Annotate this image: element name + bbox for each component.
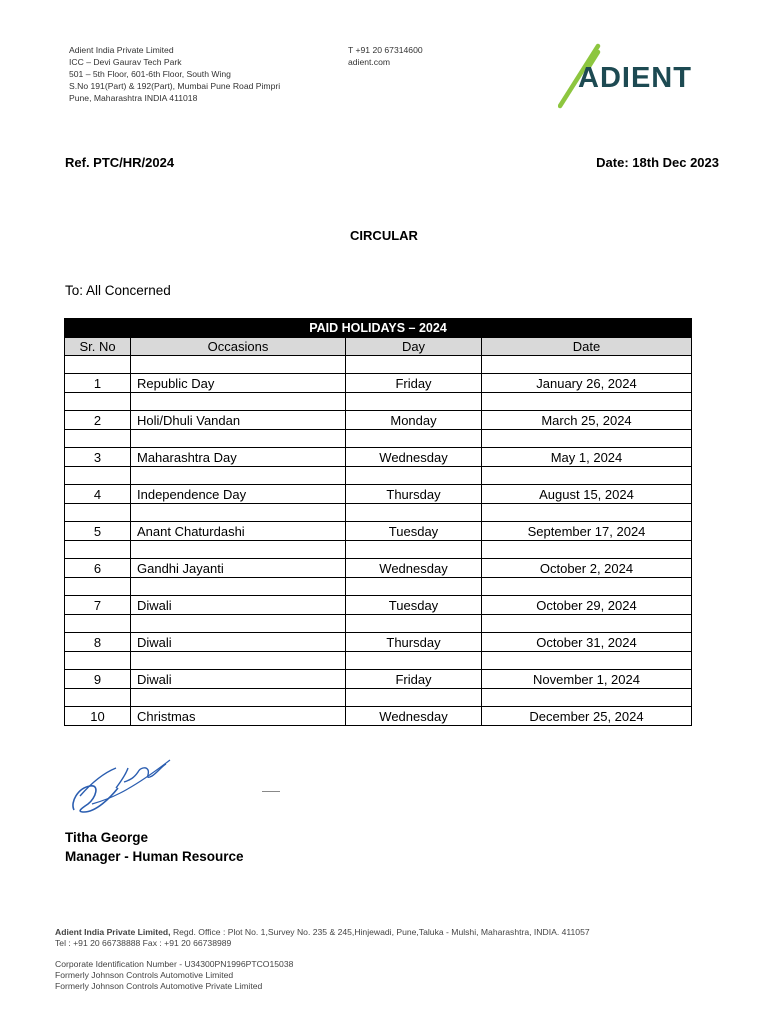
- adient-logo-icon: [558, 42, 723, 110]
- spacer-row: [65, 467, 692, 485]
- spacer-row: [65, 652, 692, 670]
- sr-no-cell: 7: [65, 596, 131, 615]
- spacer-row: [65, 393, 692, 411]
- date-cell: May 1, 2024: [482, 448, 692, 467]
- column-header-sr-no: Sr. No: [65, 338, 131, 356]
- company-contact: [348, 44, 423, 68]
- address-line: ICC – Devi Gaurav Tech Park: [69, 57, 182, 67]
- footer-address-line: [55, 927, 590, 938]
- address-line: 501 – 5th Floor, 601-6th Floor, South Wing: [69, 69, 231, 79]
- day-cell: Wednesday: [346, 559, 482, 578]
- day-cell: Wednesday: [346, 707, 482, 726]
- sr-no-cell: 6: [65, 559, 131, 578]
- table-row: [65, 374, 692, 393]
- date-cell: January 26, 2024: [482, 374, 692, 393]
- occasion-cell: Independence Day: [131, 485, 346, 504]
- footer-cin: Corporate Identification Number - U34300PN1996PTCO15038: [55, 959, 294, 969]
- spacer-row: [65, 578, 692, 596]
- signatory-title: Manager - Human Resource: [65, 849, 244, 864]
- sr-no-cell: 4: [65, 485, 131, 504]
- footer-formerly-2: Formerly Johnson Controls Automotive Private Limited: [55, 981, 263, 991]
- table-title-row: [65, 319, 692, 338]
- spacer-row: [65, 430, 692, 448]
- occasion-cell: Diwali: [131, 670, 346, 689]
- sr-no-cell: 3: [65, 448, 131, 467]
- occasion-cell: Holi/Dhuli Vandan: [131, 411, 346, 430]
- sr-no-cell: 2: [65, 411, 131, 430]
- table-row: [65, 707, 692, 726]
- address-line: Adient India Private Limited: [69, 45, 174, 55]
- day-cell: Thursday: [346, 485, 482, 504]
- table-row: [65, 596, 692, 615]
- footer-registered-office: [55, 927, 590, 949]
- occasion-cell: Anant Chaturdashi: [131, 522, 346, 541]
- date-cell: March 25, 2024: [482, 411, 692, 430]
- spacer-row: [65, 541, 692, 559]
- table-row: [65, 522, 692, 541]
- footer-company-name: Adient India Private Limited,: [55, 927, 171, 937]
- date-cell: September 17, 2024: [482, 522, 692, 541]
- adient-logo: [558, 42, 723, 110]
- circular-heading: CIRCULAR: [350, 228, 418, 243]
- signature-icon: [66, 758, 176, 820]
- occasion-cell: Christmas: [131, 707, 346, 726]
- column-header-date: Date: [482, 338, 692, 356]
- day-cell: Friday: [346, 374, 482, 393]
- occasion-cell: Maharashtra Day: [131, 448, 346, 467]
- date-cell: October 29, 2024: [482, 596, 692, 615]
- table-row: [65, 485, 692, 504]
- signatory-name: Titha George: [65, 830, 149, 845]
- company-address: [69, 44, 280, 104]
- reference-number: Ref. PTC/HR/2024: [65, 155, 175, 170]
- table-title: PAID HOLIDAYS – 2024: [65, 319, 692, 338]
- letter-date: Date: 18th Dec 2023: [596, 155, 719, 170]
- date-cell: October 31, 2024: [482, 633, 692, 652]
- date-cell: August 15, 2024: [482, 485, 692, 504]
- occasion-cell: Diwali: [131, 596, 346, 615]
- date-cell: November 1, 2024: [482, 670, 692, 689]
- footer-formerly-1: Formerly Johnson Controls Automotive Limited: [55, 970, 234, 980]
- column-header-day: Day: [346, 338, 482, 356]
- website-link[interactable]: adient.com: [348, 57, 391, 67]
- sr-no-cell: 10: [65, 707, 131, 726]
- table-row: [65, 633, 692, 652]
- table-header-row: [65, 338, 692, 356]
- handwritten-signature: [66, 758, 176, 820]
- sr-no-cell: 9: [65, 670, 131, 689]
- date-cell: October 2, 2024: [482, 559, 692, 578]
- date-cell: December 25, 2024: [482, 707, 692, 726]
- addressee: To: All Concerned: [65, 283, 171, 298]
- occasion-cell: Republic Day: [131, 374, 346, 393]
- day-cell: Monday: [346, 411, 482, 430]
- address-line: S.No 191(Part) & 192(Part), Mumbai Pune Road Pimpri: [69, 81, 281, 91]
- occasion-cell: Gandhi Jayanti: [131, 559, 346, 578]
- column-header-occasions: Occasions: [131, 338, 346, 356]
- table-row: [65, 670, 692, 689]
- signature-stroke-mark: [262, 791, 280, 792]
- table-row: [65, 559, 692, 578]
- day-cell: Wednesday: [346, 448, 482, 467]
- spacer-row: [65, 689, 692, 707]
- footer-corporate-info: [55, 959, 293, 992]
- spacer-row: [65, 504, 692, 522]
- spacer-row: [65, 356, 692, 374]
- table-row: [65, 448, 692, 467]
- day-cell: Tuesday: [346, 522, 482, 541]
- day-cell: Friday: [346, 670, 482, 689]
- sr-no-cell: 1: [65, 374, 131, 393]
- address-line: Pune, Maharashtra INDIA 411018: [69, 93, 198, 103]
- day-cell: Thursday: [346, 633, 482, 652]
- phone-number: T +91 20 67314600: [348, 45, 423, 55]
- footer-tel-fax: Tel : +91 20 66738888 Fax : +91 20 66738989: [55, 938, 232, 948]
- sr-no-cell: 5: [65, 522, 131, 541]
- sr-no-cell: 8: [65, 633, 131, 652]
- footer-regd-office: Regd. Office : Plot No. 1,Survey No. 235 & 245,Hinjewadi, Pune,Taluka - Mulshi, Maharashtra, INDIA. 411057: [170, 927, 590, 937]
- spacer-row: [65, 615, 692, 633]
- occasion-cell: Diwali: [131, 633, 346, 652]
- holiday-table: [64, 318, 692, 726]
- table-row: [65, 411, 692, 430]
- day-cell: Tuesday: [346, 596, 482, 615]
- logo-wordmark: ADIENT: [578, 62, 692, 94]
